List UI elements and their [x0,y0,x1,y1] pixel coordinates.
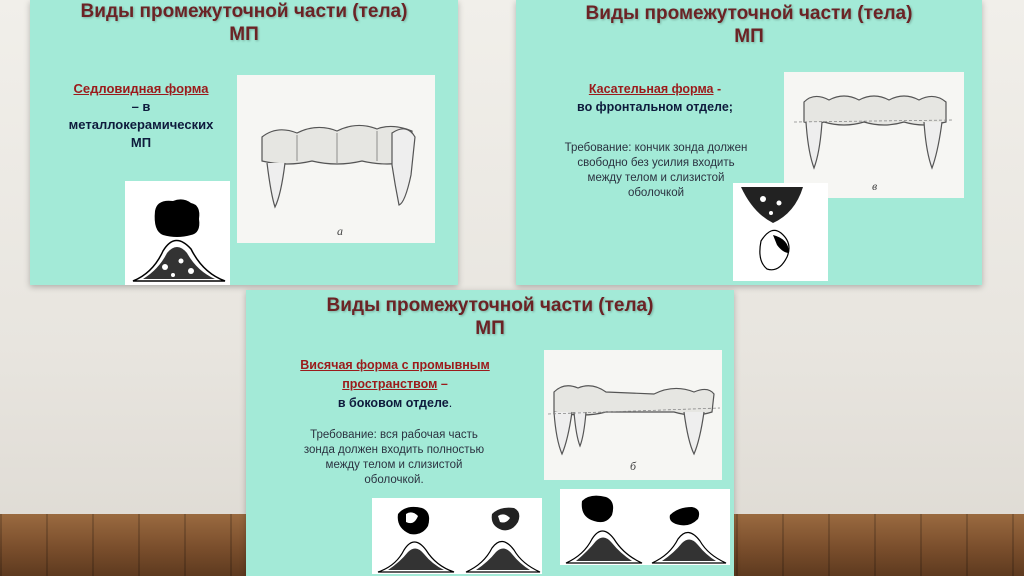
slide-title: Виды промежуточной части (тела) МП [326,295,654,339]
bridge-sketch-hanging [544,350,722,480]
form-heading: Висячая форма с промывным [300,358,490,372]
slide-text [536,80,774,116]
cross-section-hanging-right [560,489,730,565]
requirement-text: Требование: вся рабочая часть зонда должен входить полностью между телом и слизистой оболочкой. [303,429,485,486]
form-heading: Касательная форма [588,82,714,96]
subheading: в боковом отделе [337,396,449,410]
cross-section-saddle [125,181,230,285]
form-heading: Седловидная форма [73,81,209,96]
bridge-sketch-tangent [784,72,964,198]
figure-label: в [872,179,878,193]
requirement-text: Требование: кончик зонда должен свободно без усилия входить между телом и слизистой оболочкой [564,142,748,199]
slide-text [266,356,524,413]
slide-text [46,80,236,152]
figure-label: б [630,459,637,473]
cross-section-hanging-left [372,498,542,574]
text-line: МП [130,135,152,150]
slide-hanging-form [246,290,734,576]
slide-saddle-form [30,0,458,285]
text-line: металлокерамических [68,117,214,132]
cross-section-tangent [733,183,828,281]
slide-title: Виды промежуточной части (тела) МП [80,1,408,45]
subheading-end: . [448,396,453,410]
slide-title: Виды промежуточной части (тела) МП [585,3,913,47]
slide-tangent-form [516,0,982,285]
heading-dash: - [713,82,722,96]
bridge-sketch-saddle [237,75,435,243]
subheading: во фронтальном отделе; [577,100,733,114]
form-heading-cont: пространством [342,377,438,391]
heading-dash: – [437,377,448,391]
figure-label: а [337,224,343,238]
text-line: – в [131,99,151,114]
